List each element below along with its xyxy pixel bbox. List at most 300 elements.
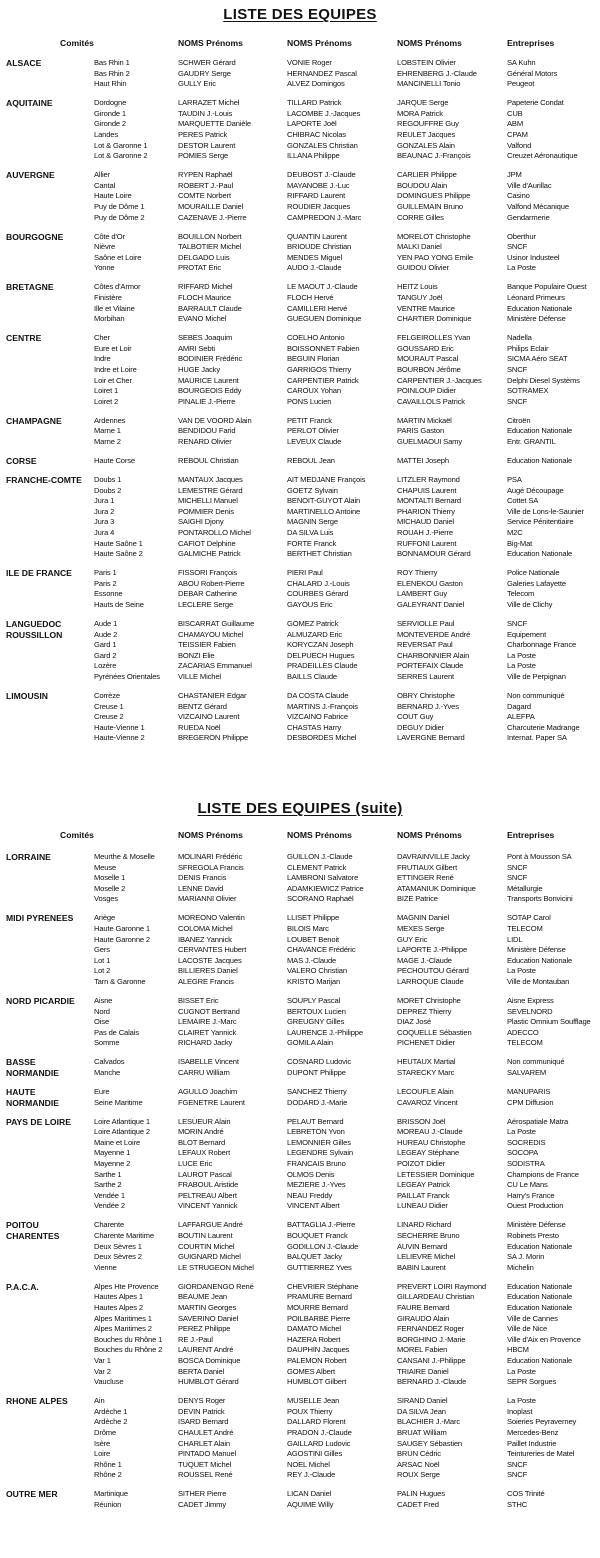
member-3-cell: CHARTIER Dominique xyxy=(397,314,472,324)
member-3-cell: REULET Jacques xyxy=(397,129,456,139)
member-2-cell: TILLARD Patrick xyxy=(287,98,342,108)
company-cell: Ville de Nice xyxy=(507,1324,548,1334)
member-1-cell: BONZI Elie xyxy=(178,650,215,660)
column-member-2 xyxy=(287,232,395,274)
member-1-cell: RUEDA Noël xyxy=(178,722,221,732)
region-block xyxy=(0,58,600,90)
comite-cell: Loiret 1 xyxy=(94,386,119,396)
member-2-cell: BALQUET Jacky xyxy=(287,1252,342,1262)
member-2-cell: MUSELLE Jean xyxy=(287,1396,340,1406)
member-2-cell: DALLARD Florent xyxy=(287,1417,346,1427)
member-1-cell: MARQUETTE Danièle xyxy=(178,119,251,129)
company-cell: CU Le Mans xyxy=(507,1180,548,1190)
comite-cell: Marne 1 xyxy=(94,426,121,436)
company-cell: SALVAREM xyxy=(507,1067,547,1077)
member-1-cell: MARTIN Georges xyxy=(178,1302,237,1312)
column-member-1 xyxy=(178,996,286,1049)
member-1-cell: LEMAIRE J.-Marc xyxy=(178,1017,237,1027)
member-3-cell: DEPREZ Thierry xyxy=(397,1006,452,1016)
company-cell: ABM xyxy=(507,119,524,129)
comite-cell: Moselle 2 xyxy=(94,883,126,893)
member-1-cell: FLOCH Maurice xyxy=(178,292,231,302)
member-3-cell: GUILLEMAIN Bruno xyxy=(397,201,463,211)
company-cell: ADECCO xyxy=(507,1027,539,1037)
member-2-cell: DODARD J.-Marie xyxy=(287,1097,348,1107)
company-cell: Education Nationale xyxy=(507,1292,573,1302)
member-2-cell: GARRIGOS Thierry xyxy=(287,364,352,374)
member-1-cell: BILLIERES Daniel xyxy=(178,966,238,976)
member-2-cell: CLEMENT Patrick xyxy=(287,862,347,872)
member-2-cell: LEVEUX Claude xyxy=(287,436,342,446)
comite-cell: Sarthe 2 xyxy=(94,1180,122,1190)
member-2-cell: ALVEZ Domingos xyxy=(287,79,345,89)
member-3-cell: RUFFONI Laurent xyxy=(397,538,457,548)
comite-cell: Aude 1 xyxy=(94,619,118,628)
member-3-cell: MATTEI Joseph xyxy=(397,456,449,465)
region-block xyxy=(0,170,600,223)
member-1-cell: MANTAUX Jacques xyxy=(178,475,243,484)
member-3-cell: FRUTIAUX Gilbert xyxy=(397,862,458,872)
member-1-cell: DENYS Roger xyxy=(178,1396,226,1406)
column-member-3 xyxy=(397,1117,505,1212)
member-3-cell: BRUN Cédric xyxy=(397,1449,441,1459)
comite-cell: Loire Atlantique 2 xyxy=(94,1127,150,1137)
column-member-3 xyxy=(397,996,505,1049)
member-1-cell: BOUTIN Laurent xyxy=(178,1230,233,1240)
member-1-cell: SEBES Joaquim xyxy=(178,333,233,343)
member-2-cell: COSNARD Ludovic xyxy=(287,1057,352,1067)
member-1-cell: COMTE Norbert xyxy=(178,191,231,201)
member-3-cell: BONNAMOUR Gérard xyxy=(397,549,471,559)
member-1-cell: BISCARRAT Guillaume xyxy=(178,619,255,628)
comite-cell: Saône et Loire xyxy=(94,252,142,262)
column-company xyxy=(507,619,599,683)
member-1-cell: BENTZ Gérard xyxy=(178,701,227,711)
column-comite xyxy=(94,691,172,744)
column-header-comites: Comités xyxy=(60,38,94,48)
member-1-cell: LESUEUR Alain xyxy=(178,1116,231,1126)
column-member-1 xyxy=(178,1057,286,1078)
member-3-cell: BIZE Patrice xyxy=(397,894,438,904)
column-member-2 xyxy=(287,1117,395,1212)
comite-cell: Isère xyxy=(94,1438,111,1448)
region-block xyxy=(0,1282,600,1388)
member-1-cell: FGENETRE Laurent xyxy=(178,1097,245,1107)
member-1-cell: CHARLET Alain xyxy=(178,1438,230,1448)
column-header-noms3: NOMS Prénoms xyxy=(397,830,462,840)
comite-cell: Gironde 1 xyxy=(94,108,126,118)
company-cell: Mercedes-Benz xyxy=(507,1427,559,1437)
member-1-cell: RIFFARD Michel xyxy=(178,282,233,292)
member-1-cell: FISSORI François xyxy=(178,568,238,578)
member-1-cell: AGULLO Joachim xyxy=(178,1087,238,1096)
comite-cell: Puy de Dôme 2 xyxy=(94,212,145,222)
member-2-cell: LEMONNIER Gilles xyxy=(287,1137,351,1147)
company-cell: Ville de Montauban xyxy=(507,976,570,986)
comite-cell: Indre et Loire xyxy=(94,364,137,374)
comite-cell: Hauts de Seine xyxy=(94,599,144,609)
company-cell: Teintureries de Matel xyxy=(507,1449,575,1459)
member-2-cell: ALMUZARD Eric xyxy=(287,629,343,639)
member-2-cell: MARTINELLO Antoine xyxy=(287,506,361,516)
region-block xyxy=(0,996,600,1049)
company-cell: Cottet SA xyxy=(507,496,539,506)
comite-cell: Haute Garonne 1 xyxy=(94,923,151,933)
member-2-cell: DA SILVA Luis xyxy=(287,527,334,537)
column-member-1 xyxy=(178,98,286,162)
member-1-cell: COLOMA Michel xyxy=(178,923,233,933)
comite-cell: Paris 1 xyxy=(94,568,117,578)
region-name: OUTRE MER xyxy=(6,1489,58,1500)
member-2-cell: GAILLARD Ludovic xyxy=(287,1438,351,1448)
column-company xyxy=(507,1057,599,1078)
comite-cell: Vienne xyxy=(94,1262,117,1272)
column-member-1 xyxy=(178,852,286,905)
comite-cell: Yonne xyxy=(94,263,115,273)
member-2-cell: HUMBLOT Gilbert xyxy=(287,1377,347,1387)
comite-cell: Charente Maritime xyxy=(94,1230,154,1240)
member-2-cell: LE MAOUT J.-Claude xyxy=(287,282,358,292)
column-comite xyxy=(94,619,172,683)
member-1-cell: LAFFARGUE André xyxy=(178,1220,243,1230)
comite-cell: Var 1 xyxy=(94,1355,111,1365)
company-cell: Ville de Lons-le-Saunier xyxy=(507,506,584,516)
region-name: AUVERGNE xyxy=(6,170,55,181)
column-header-noms2: NOMS Prénoms xyxy=(287,830,352,840)
member-3-cell: COUT Guy xyxy=(397,712,434,722)
comite-cell: Hautes Alpes 2 xyxy=(94,1302,143,1312)
member-1-cell: IBANEZ Yannick xyxy=(178,934,232,944)
member-2-cell: GOMILA Alain xyxy=(287,1038,333,1048)
member-2-cell: CHEVRIER Stéphane xyxy=(287,1281,359,1291)
company-cell: Education Nationale xyxy=(507,549,573,559)
column-comite xyxy=(94,1117,172,1212)
member-3-cell: LAVERGNE Bernard xyxy=(397,733,465,743)
member-1-cell: LAURENT André xyxy=(178,1345,234,1355)
member-1-cell: AMRI Sebti xyxy=(178,343,215,353)
member-3-cell: HUREAU Christophe xyxy=(397,1137,466,1147)
company-cell: Oberthur xyxy=(507,231,536,241)
column-comite xyxy=(94,1282,172,1388)
comite-cell: Lot & Garonne 1 xyxy=(94,140,148,150)
member-3-cell: GALEYRANT Daniel xyxy=(397,599,465,609)
column-member-2 xyxy=(287,456,395,467)
comite-cell: Dordogne xyxy=(94,98,127,108)
member-2-cell: GUILLON J.-Claude xyxy=(287,852,353,861)
member-3-cell: GOUSSARD Eric xyxy=(397,343,454,353)
comite-cell: Creuse 2 xyxy=(94,712,124,722)
member-3-cell: ROUAH J.-Pierre xyxy=(397,527,453,537)
member-3-cell: PALIN Hugues xyxy=(397,1489,445,1499)
member-3-cell: MARTIN Mickaël xyxy=(397,415,452,425)
member-2-cell: GONZALES Christian xyxy=(287,140,358,150)
member-1-cell: CARRU William xyxy=(178,1067,230,1077)
comite-cell: Pyrénées Orientales xyxy=(94,671,160,681)
comite-cell: Vendée 2 xyxy=(94,1201,125,1211)
column-company xyxy=(507,1220,599,1273)
company-cell: Education Nationale xyxy=(507,1281,573,1291)
member-1-cell: POMIES Serge xyxy=(178,151,229,161)
member-1-cell: LENNE David xyxy=(178,883,224,893)
column-member-3 xyxy=(397,282,505,324)
comite-cell: Deux Sèvres 1 xyxy=(94,1241,142,1251)
comite-cell: Mayenne 1 xyxy=(94,1148,131,1158)
comite-cell: Côte d'Or xyxy=(94,231,125,241)
comite-cell: Haute Saône 2 xyxy=(94,549,143,559)
company-cell: CPAM xyxy=(507,129,528,139)
member-3-cell: ETTINGER René xyxy=(397,873,454,883)
member-1-cell: POMMIER Denis xyxy=(178,506,234,516)
column-member-1 xyxy=(178,1396,286,1481)
member-2-cell: ILLANA Philippe xyxy=(287,151,340,161)
member-2-cell: CAROUX Yohan xyxy=(287,386,341,396)
company-cell: Philips Eclair xyxy=(507,343,549,353)
comite-cell: Moselle 1 xyxy=(94,873,126,883)
member-2-cell: LICAN Daniel xyxy=(287,1489,332,1499)
region-block xyxy=(0,1117,600,1212)
member-3-cell: DEGUY Didier xyxy=(397,722,445,732)
member-2-cell: COELHO Antonio xyxy=(287,333,345,343)
region-name: RHONE ALPES xyxy=(6,1396,68,1407)
comite-cell: Vendée 1 xyxy=(94,1190,125,1200)
member-2-cell: BAILLS Claude xyxy=(287,671,337,681)
column-member-2 xyxy=(287,996,395,1049)
member-3-cell: MOREL Fabien xyxy=(397,1345,448,1355)
column-member-3 xyxy=(397,1057,505,1078)
column-comite xyxy=(94,568,172,610)
member-2-cell: VIZCAINO Fabrice xyxy=(287,712,348,722)
column-member-1 xyxy=(178,1489,286,1510)
comite-cell: Alpes Maritimes 2 xyxy=(94,1324,152,1334)
company-cell: Big-Mat xyxy=(507,538,533,548)
member-2-cell: BILOIS Marc xyxy=(287,923,329,933)
column-member-1 xyxy=(178,913,286,987)
comite-cell: Nord xyxy=(94,1006,110,1016)
member-2-cell: MAYANOBE J.-Luc xyxy=(287,180,350,190)
member-3-cell: MOREAU J.-Claude xyxy=(397,1127,463,1137)
member-3-cell: BOUDOU Alain xyxy=(397,180,448,190)
company-cell: Police Nationale xyxy=(507,568,560,578)
company-cell: Delphi Diesel Systèms xyxy=(507,375,580,385)
member-2-cell: COURBES Gérard xyxy=(287,589,349,599)
member-2-cell: DAMATO Michel xyxy=(287,1324,341,1334)
comite-cell: Hautes Alpes 1 xyxy=(94,1292,143,1302)
company-cell: SNCF xyxy=(507,619,528,628)
member-1-cell: DEVIN Patrick xyxy=(178,1406,225,1416)
member-1-cell: CUGNOT Bertrand xyxy=(178,1006,240,1016)
member-1-cell: PINALIE J.-Pierre xyxy=(178,396,236,406)
member-1-cell: LAUROT Pascal xyxy=(178,1169,232,1179)
member-2-cell: ADAMKIEWICZ Patrice xyxy=(287,883,364,893)
member-1-cell: COURTIN Michel xyxy=(178,1241,235,1251)
region-name: LORRAINE xyxy=(6,852,51,862)
member-2-cell: KORYCZAN Joseph xyxy=(287,640,354,650)
column-comite xyxy=(94,1220,172,1273)
comite-cell: Deux Sèvres 2 xyxy=(94,1252,142,1262)
comite-cell: Tarn & Garonne xyxy=(94,976,146,986)
member-1-cell: CHAMAYOU Michel xyxy=(178,629,244,639)
company-cell: Ville d'Aix en Provence xyxy=(507,1334,581,1344)
member-3-cell: GIRAUDO Alain xyxy=(397,1313,450,1323)
column-member-3 xyxy=(397,1220,505,1273)
member-3-cell: ELENEKOU Gaston xyxy=(397,578,463,588)
region-name: FRANCHE-COMTE xyxy=(6,475,82,485)
member-3-cell: GUY Eric xyxy=(397,934,428,944)
member-2-cell: LAMBRONI Salvatore xyxy=(287,873,359,883)
company-cell: Ville de Clichy xyxy=(507,599,553,609)
comite-cell: Rhône 1 xyxy=(94,1459,122,1469)
column-member-1 xyxy=(178,1117,286,1212)
company-cell: Non communiqué xyxy=(507,1057,565,1067)
column-member-2 xyxy=(287,913,395,987)
member-3-cell: MONTALTI Bernard xyxy=(397,496,461,506)
member-2-cell: VONIE Roger xyxy=(287,58,332,67)
column-member-2 xyxy=(287,1057,395,1078)
member-3-cell: JARQUE Serge xyxy=(397,98,449,108)
member-3-cell: DIAZ José xyxy=(397,1017,432,1027)
member-3-cell: MAGE J.-Claude xyxy=(397,955,452,965)
comite-cell: Manche xyxy=(94,1067,121,1077)
company-cell: ALEFPA xyxy=(507,712,535,722)
member-3-cell: REVERSAT Paul xyxy=(397,640,453,650)
member-1-cell: TUQUET Michel xyxy=(178,1459,232,1469)
region-name: ALSACE xyxy=(6,58,42,68)
company-cell: Charbonnage France xyxy=(507,640,577,650)
comite-cell: Ardèche 1 xyxy=(94,1406,128,1416)
region-name: POITOU CHARENTES xyxy=(6,1220,60,1241)
member-3-cell: FAURE Bernard xyxy=(397,1302,450,1312)
member-1-cell: DELGADO Luis xyxy=(178,252,230,262)
company-cell: Education Nationale xyxy=(507,1355,573,1365)
member-1-cell: GAUDRY Serge xyxy=(178,68,231,78)
member-1-cell: BEAUME Jean xyxy=(178,1292,227,1302)
member-3-cell: SECHERRE Bruno xyxy=(397,1230,460,1240)
member-2-cell: MOURRE Bernard xyxy=(287,1302,348,1312)
member-1-cell: RICHARD Jacky xyxy=(178,1038,233,1048)
comite-cell: Maine et Loire xyxy=(94,1137,141,1147)
member-3-cell: FELGEIROLLES Yvan xyxy=(397,333,471,343)
column-member-3 xyxy=(397,98,505,162)
comite-cell: Gers xyxy=(94,945,110,955)
comite-cell: Lot 2 xyxy=(94,966,111,976)
member-3-cell: PREVERT LOIRI Raymond xyxy=(397,1281,486,1291)
member-3-cell: MEXES Serge xyxy=(397,923,445,933)
member-2-cell: CHASTAS Harry xyxy=(287,722,342,732)
comite-cell: Loire xyxy=(94,1449,111,1459)
region-block xyxy=(0,1087,600,1108)
comite-cell: Aude 2 xyxy=(94,629,118,639)
member-2-cell: CHAVANCE Frédéric xyxy=(287,945,356,955)
member-1-cell: VILLE Michel xyxy=(178,671,221,681)
column-header-noms1: NOMS Prénoms xyxy=(178,830,243,840)
company-cell: Ministère Défense xyxy=(507,314,566,324)
member-1-cell: ABOU Robert-Pierre xyxy=(178,578,245,588)
company-cell: Internat. Paper SA xyxy=(507,733,567,743)
member-1-cell: LEFAUX Robert xyxy=(178,1148,231,1158)
comite-cell: Jura 3 xyxy=(94,517,115,527)
member-2-cell: GUTTIERREZ Yves xyxy=(287,1262,352,1272)
company-cell: SNCF xyxy=(507,862,528,872)
region-block xyxy=(0,232,600,274)
member-2-cell: BOUQUET Franck xyxy=(287,1230,348,1240)
member-1-cell: REBOUL Christian xyxy=(178,456,239,465)
column-comite xyxy=(94,1396,172,1481)
member-1-cell: MORIN André xyxy=(178,1127,224,1137)
company-cell: Ministère Défense xyxy=(507,1220,566,1230)
member-3-cell: REGOUFFRE Guy xyxy=(397,119,459,129)
column-member-1 xyxy=(178,1282,286,1388)
column-header-noms2: NOMS Prénoms xyxy=(287,38,352,48)
column-header-comites: Comités xyxy=(60,830,94,840)
column-member-3 xyxy=(397,568,505,610)
comite-cell: Paris 2 xyxy=(94,578,117,588)
member-3-cell: FERNANDEZ Roger xyxy=(397,1324,464,1334)
region-name: CORSE xyxy=(6,456,37,466)
member-3-cell: MONTEVERDE André xyxy=(397,629,471,639)
column-comite xyxy=(94,416,172,448)
member-2-cell: LAURENCE J.-Philippe xyxy=(287,1027,363,1037)
member-1-cell: LARRAZET Michel xyxy=(178,98,240,108)
company-cell: CPM Diffusion xyxy=(507,1097,554,1107)
comite-cell: Doubs 1 xyxy=(94,475,122,484)
comite-cell: Indre xyxy=(94,354,111,364)
member-1-cell: MOURAILLE Daniel xyxy=(178,201,244,211)
region-name: NORD PICARDIE xyxy=(6,996,75,1006)
company-cell: SOTRAMEX xyxy=(507,386,549,396)
comite-cell: Haute Corse xyxy=(94,456,135,465)
member-2-cell: GREUGNY Gilles xyxy=(287,1017,345,1027)
company-cell: Soieries Peyraverney xyxy=(507,1417,577,1427)
member-2-cell: CHIBRAC Nicolas xyxy=(287,129,346,139)
column-member-1 xyxy=(178,1220,286,1273)
column-comite xyxy=(94,1489,172,1510)
comite-cell: Vosges xyxy=(94,894,119,904)
company-cell: SNCF xyxy=(507,396,528,406)
comite-cell: Lot 1 xyxy=(94,955,111,965)
column-member-1 xyxy=(178,333,286,407)
column-company xyxy=(507,475,599,560)
member-1-cell: BENDIDOU Farid xyxy=(178,426,236,436)
comite-cell: Cher xyxy=(94,333,110,343)
company-cell: Telecom xyxy=(507,589,535,599)
region-name: LANGUEDOC ROUSSILLON xyxy=(6,619,63,640)
column-member-2 xyxy=(287,1282,395,1388)
member-1-cell: GIORDANENGO René xyxy=(178,1281,254,1291)
member-2-cell: SCORANO Raphaël xyxy=(287,894,354,904)
member-2-cell: DEUBOST J.-Claude xyxy=(287,170,356,180)
region-block xyxy=(0,98,600,162)
comite-cell: Loir et Cher xyxy=(94,375,132,385)
member-1-cell: LACOSTE Jacques xyxy=(178,955,242,965)
company-cell: MANUPARIS xyxy=(507,1087,551,1096)
column-company xyxy=(507,232,599,274)
member-1-cell: LUCE Eric xyxy=(178,1158,213,1168)
column-member-2 xyxy=(287,852,395,905)
company-cell: La Poste xyxy=(507,263,536,273)
comite-cell: Ain xyxy=(94,1396,105,1406)
region-block xyxy=(0,1396,600,1481)
column-member-1 xyxy=(178,232,286,274)
member-1-cell: RYPEN Raphaël xyxy=(178,170,233,180)
member-2-cell: FLOCH Hervé xyxy=(287,292,334,302)
member-1-cell: SFREGOLA Francis xyxy=(178,862,244,872)
comite-cell: Oise xyxy=(94,1017,110,1027)
member-1-cell: VIZCAINO Laurent xyxy=(178,712,240,722)
company-cell: Gendarmerie xyxy=(507,212,550,222)
member-3-cell: MALKI Daniel xyxy=(397,242,442,252)
column-comite xyxy=(94,170,172,223)
member-3-cell: OBRY Christophe xyxy=(397,691,455,700)
